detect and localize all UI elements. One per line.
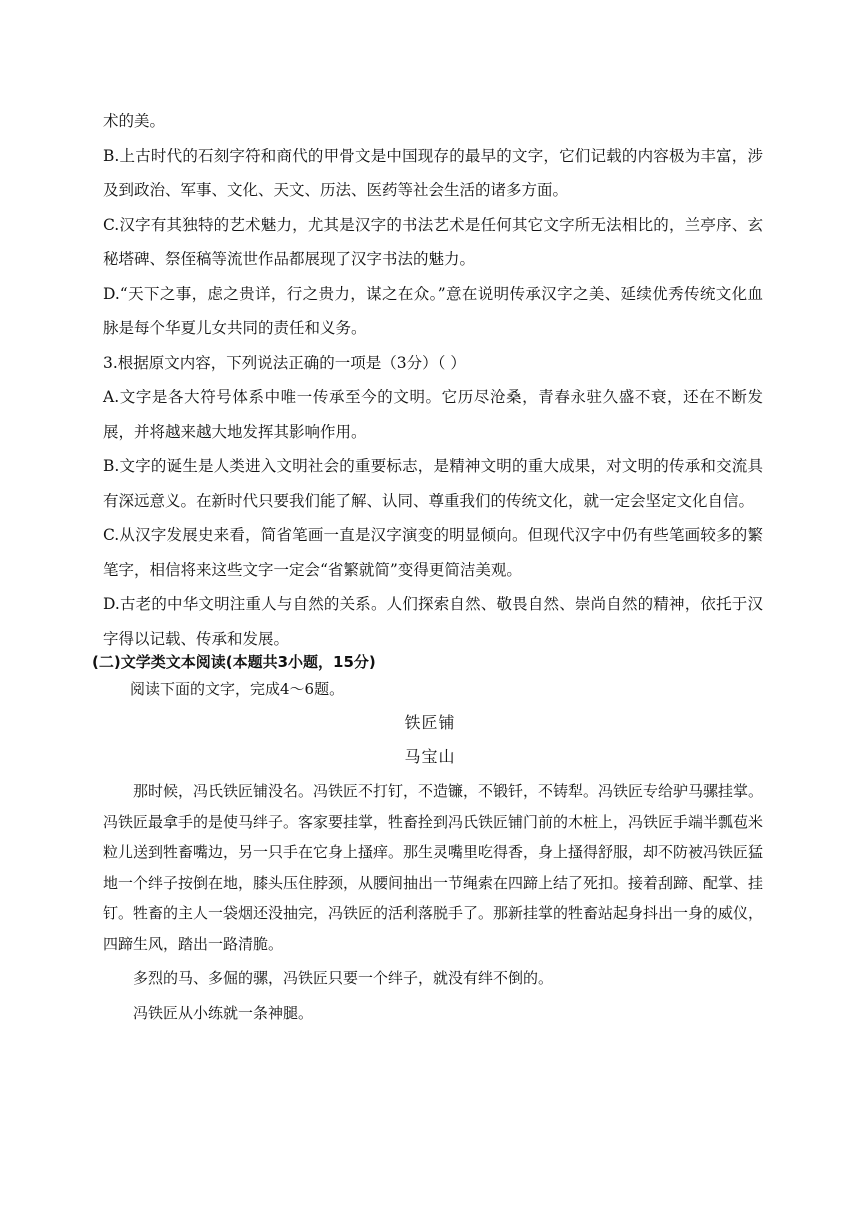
question-options-block [103, 104, 763, 656]
story-paragraph: 冯铁匠从小练就一条神腿。 [133, 1003, 314, 1022]
question-3-stem: 3.根据原文内容，下列说法正确的一项是（3分）（ ） [103, 353, 466, 372]
reading-instruction: 阅读下面的文字，完成4～6题。 [130, 680, 345, 698]
story-paragraph: 多烈的马、多倔的骡，冯铁匠只要一个绊子，就没有绊不倒的。 [133, 969, 554, 987]
story-title: 铁匠铺 [404, 713, 456, 732]
option-c-q2: C.汉字有其独特的艺术魅力，尤其是汉字的书法艺术是任何其它文字所无法相比的，兰亭序、玄秘塔碑、祭侄稿等流世作品都展现了汉字书法的魅力。 [103, 215, 763, 268]
story-body [103, 776, 763, 1028]
story-author: 马宝山 [404, 747, 456, 766]
section-heading: (二)文学类文本阅读(本题共3小题，15分) [92, 653, 376, 671]
option-a-continuation: 术的美。 [103, 112, 166, 130]
option-c-q3: C.从汉字发展史来看，简省笔画一直是汉字演变的明显倾向。但现代汉字中仍有些笔画较多的繁笔字，相信将来这些文字一定会“省繁就简”变得更简洁美观。 [103, 526, 763, 579]
option-d-q2: D.“天下之事，虑之贵详，行之贵力，谋之在众。”意在说明传承汉字之美、延续优秀传统文化血脉是每个华夏儿女共同的责任和义务。 [103, 284, 763, 337]
option-b-q3: B.文字的诞生是人类进入文明社会的重要标志，是精神文明的重大成果，对文明的传承和交流具有深远意义。在新时代只要我们能了解、认同、尊重我们的传统文化，就一定会坚定文化自信。 [103, 457, 763, 510]
option-a-q3: A.文字是各大符号体系中唯一传承至今的文明。它历尽沧桑，青春永驻久盛不衰，还在不断发展，并将越来越大地发挥其影响作用。 [103, 388, 763, 441]
option-d-q3: D.古老的中华文明注重人与自然的关系。人们探索自然、敬畏自然、崇尚自然的精神，依托于汉字得以记载、传承和发展。 [103, 595, 763, 648]
option-b-q2: B.上古时代的石刻字符和商代的甲骨文是中国现存的最早的文字，它们记载的内容极为丰富，涉及到政治、军事、文化、天文、历法、医药等社会生活的诸多方面。 [103, 146, 763, 199]
story-paragraph: 那时候，冯氏铁匠铺没名。冯铁匠不打钉，不造镰，不锻钎，不铸犁。冯铁匠专给驴马骡挂掌。冯铁匠最拿手的是使马绊子。客家要挂掌，牲畜拴到冯氏铁匠铺门前的木桩上，冯铁匠手端半瓢苞米粒儿送到牲畜嘴边，另一只手在它身上搔痒。那生灵嘴里吃得香，身上搔得舒服，却不防被冯铁匠猛地一个绊子按倒在地，膝头压住脖颈，从腰间抽出一节绳索在四蹄上结了死扣。接着刮蹄、配掌、挂钉。牲畜的主人一袋烟还没抽完，冯铁匠的活利落脱手了。那新挂掌的牲畜站起身抖出一身的威仪，四蹄生风，踏出一路清脆。 [103, 782, 764, 953]
